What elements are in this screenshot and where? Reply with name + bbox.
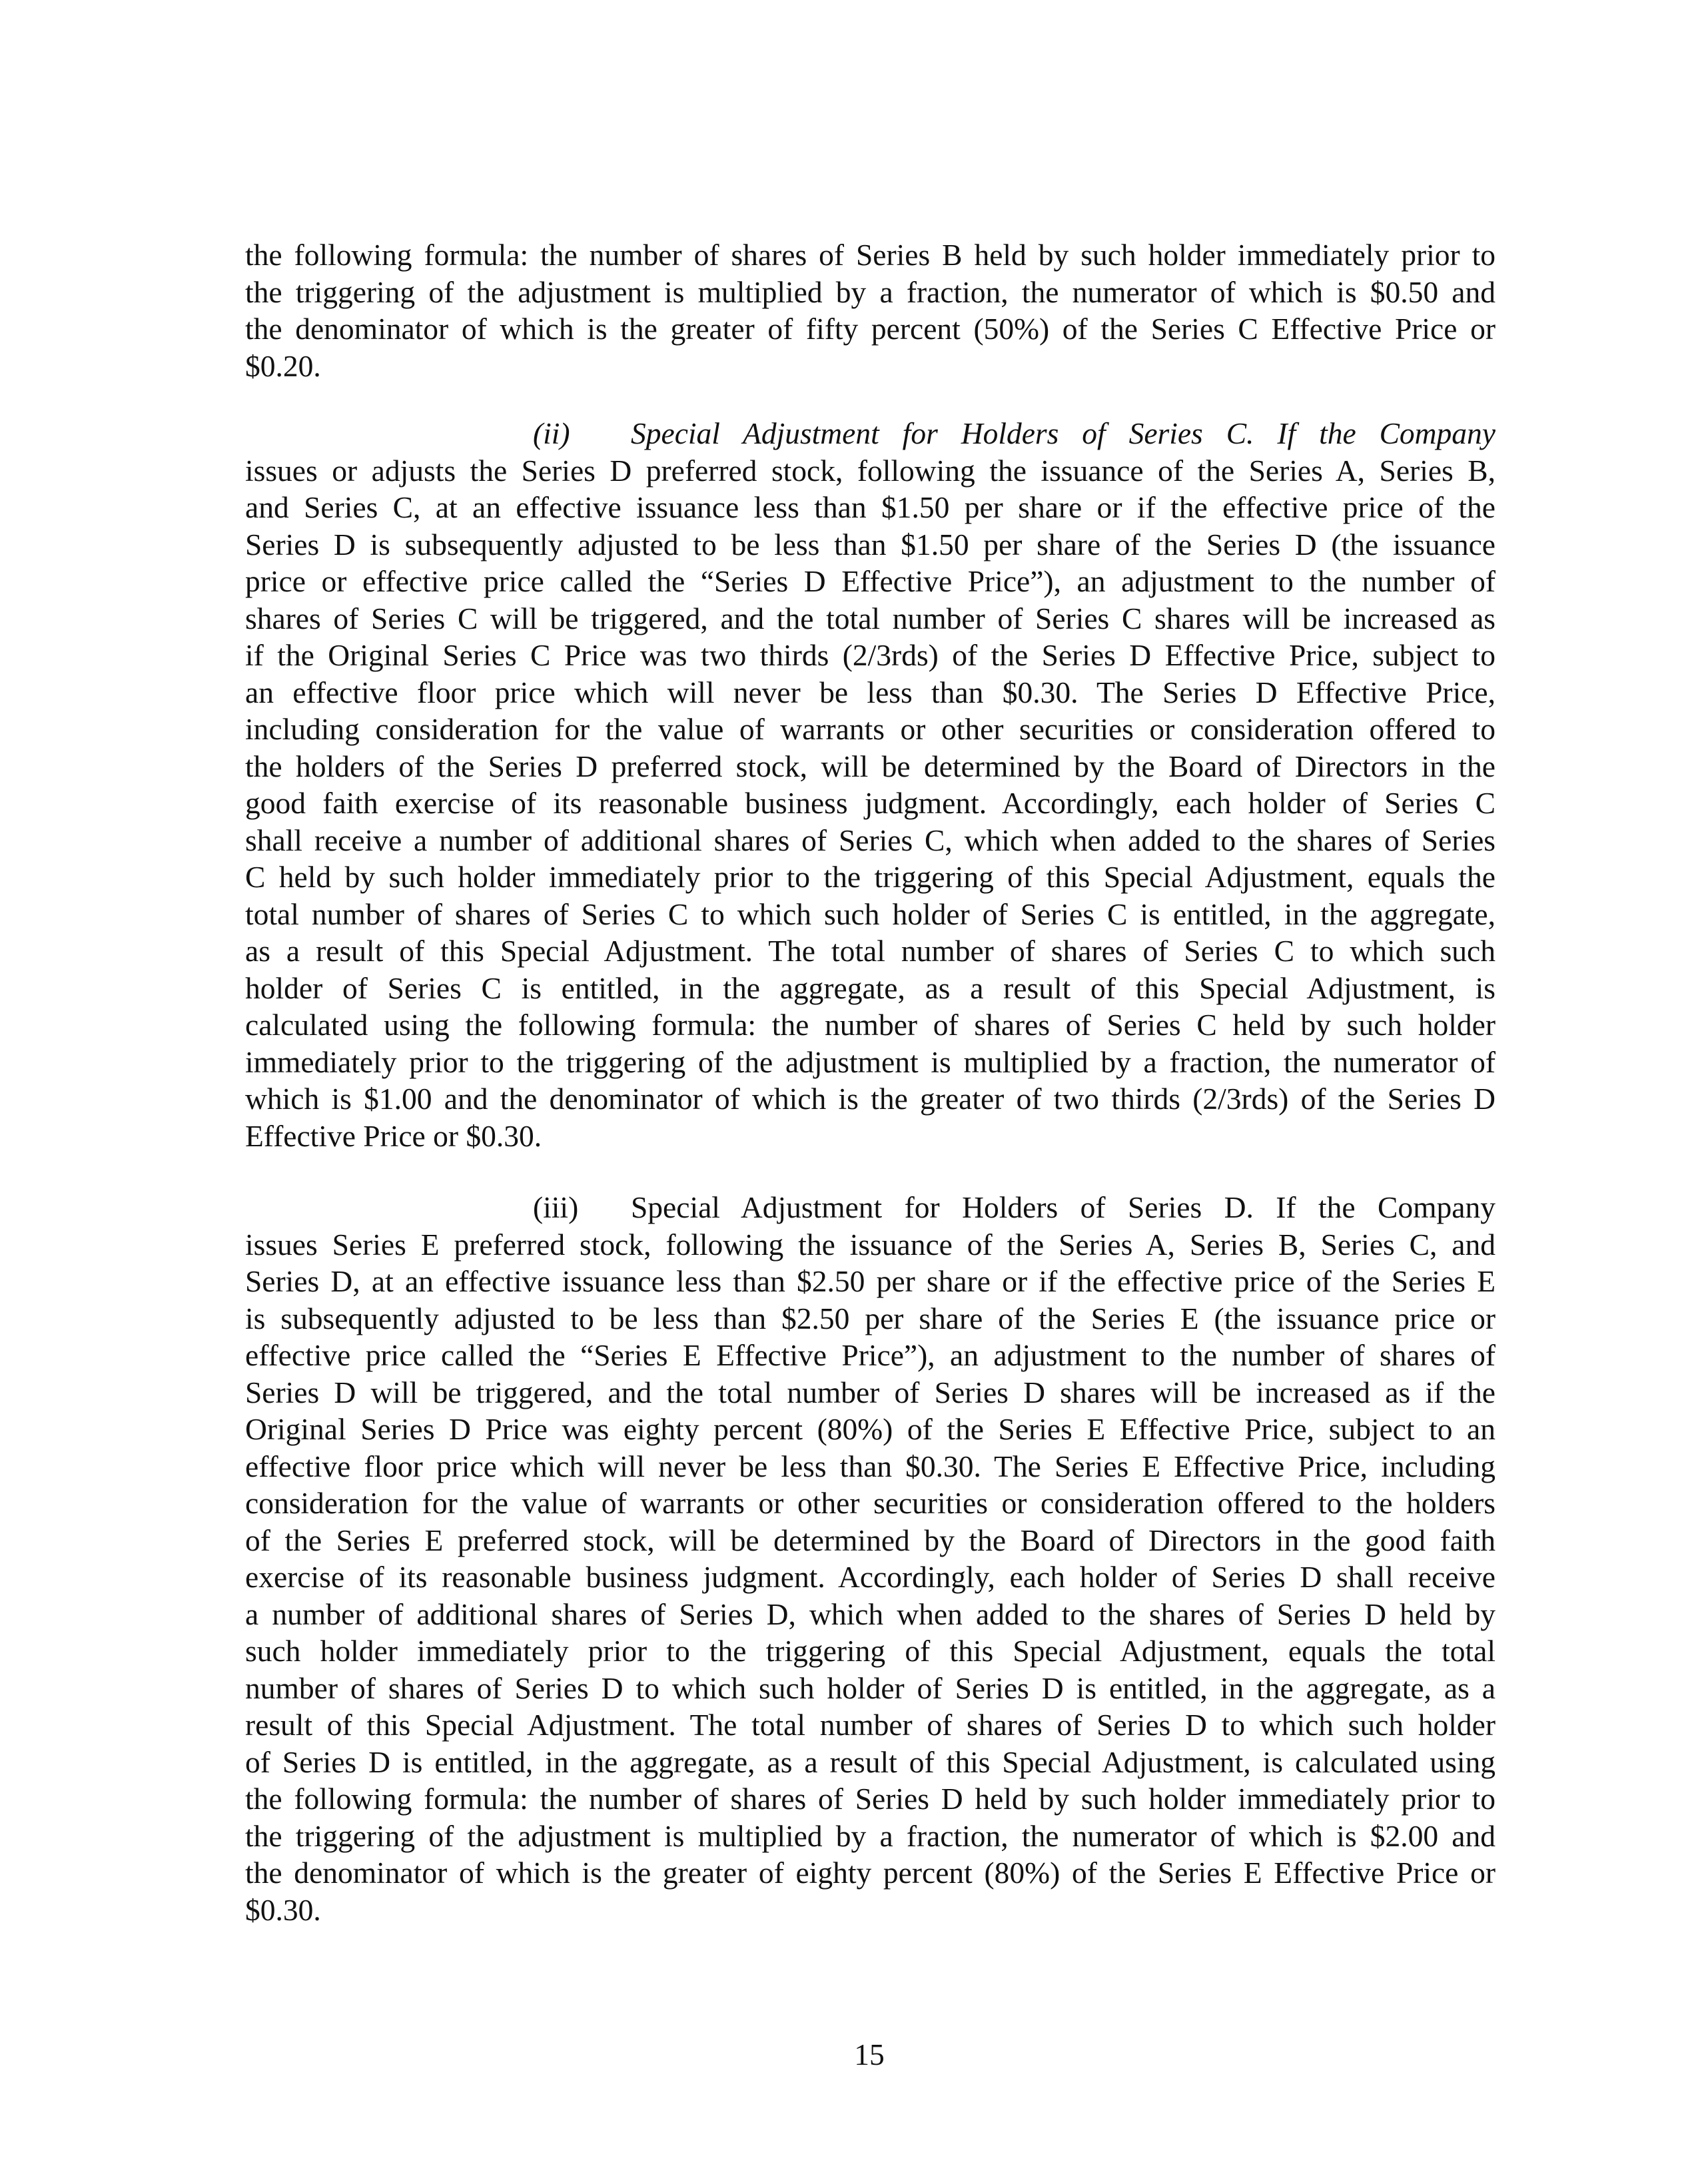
section-heading bbox=[245, 1189, 1495, 1226]
text-line: result of this Special Adjustment. The total number of shares of Series D to which such holder bbox=[245, 1708, 1495, 1742]
section-number: (iii) bbox=[533, 1190, 579, 1224]
text-line: the holders of the Series D preferred stock, will be determined by the Board of Directors in the bbox=[245, 749, 1495, 783]
section-number: (ii) bbox=[533, 416, 570, 450]
text-line: C held by such holder immediately prior to the triggering of this Special Adjustment, equals the bbox=[245, 860, 1495, 894]
text-line: the denominator of which is the greater of fifty percent (50%) of the Series C Effective Price or bbox=[245, 312, 1495, 346]
text-line: good faith exercise of its reasonable business judgment. Accordingly, each holder of Series C bbox=[245, 786, 1495, 820]
text-line: consideration for the value of warrants or other securities or consideration offered to the holders bbox=[245, 1486, 1495, 1520]
text-line: of the Series E preferred stock, will be determined by the Board of Directors in the good faith bbox=[245, 1523, 1495, 1557]
text-line: holder of Series C is entitled, in the aggregate, as a result of this Special Adjustment, is bbox=[245, 970, 1495, 1005]
text-line: if the Original Series C Price was two thirds (2/3rds) of the Series D Effective Price, subject to bbox=[245, 638, 1495, 672]
text-line: shall receive a number of additional shares of Series C, which when added to the shares of Series bbox=[245, 823, 1495, 857]
text-line: Series D will be triggered, and the total number of Series D shares will be increased as if the bbox=[245, 1375, 1495, 1409]
text-line: Original Series D Price was eighty percent (80%) of the Series E Effective Price, subject to an bbox=[245, 1412, 1495, 1446]
paragraph-series-b-continuation bbox=[245, 236, 1495, 384]
text-line: is subsequently adjusted to be less than $2.50 per share of the Series E (the issuance price or bbox=[245, 1301, 1495, 1335]
text-line: shares of Series C will be triggered, and the total number of Series C shares will be increased as bbox=[245, 601, 1495, 635]
text-line: total number of shares of Series C to which such holder of Series C is entitled, in the aggregate, bbox=[245, 897, 1495, 931]
text-line: exercise of its reasonable business judgment. Accordingly, each holder of Series D shall receive bbox=[245, 1560, 1495, 1594]
text-line: as a result of this Special Adjustment. The total number of shares of Series C to which such bbox=[245, 934, 1495, 968]
section-heading-text: Special Adjustment for Holders of Series C. If the Company bbox=[631, 416, 1495, 450]
text-line: $0.30. bbox=[245, 1892, 321, 1927]
text-line: the following formula: the number of shares of Series B held by such holder immediately prior to bbox=[245, 238, 1495, 272]
text-line: the following formula: the number of shares of Series D held by such holder immediately prior to bbox=[245, 1782, 1495, 1816]
paragraph-special-adjustment-series-c bbox=[245, 415, 1495, 1154]
section-heading-text: Special Adjustment for Holders of Series D. If the Company bbox=[631, 1190, 1495, 1224]
text-line: such holder immediately prior to the triggering of this Special Adjustment, equals the total bbox=[245, 1634, 1495, 1668]
text-line: issues Series E preferred stock, following the issuance of the Series A, Series B, Series C, and bbox=[245, 1227, 1495, 1262]
text-line: immediately prior to the triggering of the adjustment is multiplied by a fraction, the numerator of bbox=[245, 1044, 1495, 1079]
text-line: Series D is subsequently adjusted to be less than $1.50 per share of the Series D (the issuance bbox=[245, 527, 1495, 561]
text-line: price or effective price called the “Series D Effective Price”), an adjustment to the number of bbox=[245, 564, 1495, 598]
text-line: Effective Price or $0.30. bbox=[245, 1118, 542, 1153]
text-line: the triggering of the adjustment is multiplied by a fraction, the numerator of which is $2.00 and bbox=[245, 1818, 1495, 1853]
text-line: calculated using the following formula: the number of shares of Series C held by such holder bbox=[245, 1008, 1495, 1042]
text-line: the triggering of the adjustment is multiplied by a fraction, the numerator of which is $0.50 and bbox=[245, 274, 1495, 309]
text-line: of Series D is entitled, in the aggregate, as a result of this Special Adjustment, is calculated using bbox=[245, 1744, 1495, 1779]
text-line: the denominator of which is the greater of eighty percent (80%) of the Series E Effective Price or bbox=[245, 1856, 1495, 1890]
text-line: number of shares of Series D to which such holder of Series D is entitled, in the aggregate, as a bbox=[245, 1670, 1495, 1705]
paragraph-special-adjustment-series-d bbox=[245, 1189, 1495, 1928]
text-line: effective floor price which will never be less than $0.30. The Series E Effective Price, including bbox=[245, 1449, 1495, 1483]
text-line: $0.20. bbox=[245, 348, 321, 383]
text-line: which is $1.00 and the denominator of which is the greater of two thirds (2/3rds) of the Series D bbox=[245, 1082, 1495, 1116]
section-heading bbox=[245, 415, 1495, 452]
text-line: an effective floor price which will never be less than $0.30. The Series D Effective Price, bbox=[245, 675, 1495, 709]
text-line: including consideration for the value of warrants or other securities or consideration offered to bbox=[245, 712, 1495, 746]
page-number: 15 bbox=[854, 2037, 885, 2071]
text-line: Series D, at an effective issuance less than $2.50 per share or if the effective price of the Series E bbox=[245, 1264, 1495, 1298]
text-line: effective price called the “Series E Effective Price”), an adjustment to the number of shares of bbox=[245, 1338, 1495, 1372]
text-line: issues or adjusts the Series D preferred stock, following the issuance of the Series A, Series B, bbox=[245, 453, 1495, 488]
text-line: and Series C, at an effective issuance less than $1.50 per share or if the effective price of the bbox=[245, 490, 1495, 524]
text-line: a number of additional shares of Series D, which when added to the shares of Series D held by bbox=[245, 1597, 1495, 1631]
